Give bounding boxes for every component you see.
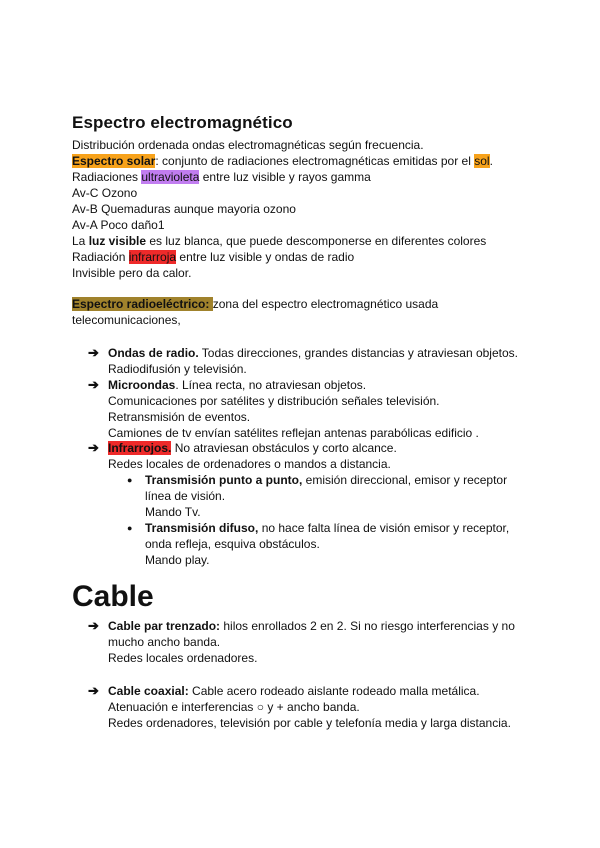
highlight-espectro-solar: Espectro solar (72, 154, 156, 168)
arrow-bullet-icon: ➔ (88, 377, 99, 392)
bold-luz-visible: luz visible (88, 234, 147, 248)
sublist-item-punto-a-punto (145, 472, 507, 488)
paragraph-line (72, 233, 486, 249)
item-line: Redes locales de ordenadores o mandos a distancia. (108, 457, 391, 471)
arrow-bullet-icon: ➔ (88, 345, 99, 360)
item-line: Mando play. (145, 553, 210, 567)
heading-cable: Cable (72, 580, 154, 613)
item-title: Transmisión punto a punto, (145, 473, 303, 487)
paragraph-line: telecomunicaciones, (72, 313, 181, 327)
item-line: onda refleja, esquiva obstáculos. (145, 537, 320, 551)
item-text: Todas direcciones, grandes distancias y atraviesan objetos. (198, 346, 518, 360)
item-text: Cable acero rodeado aislante rodeado malla metálica. (188, 684, 480, 698)
list-item-par-trenzado (108, 618, 515, 634)
sublist-item-difuso (145, 520, 509, 536)
item-text: emisión direccional, emisor y receptor (302, 473, 508, 487)
text: . (489, 154, 493, 168)
highlight-ultravioleta: ultravioleta (141, 170, 200, 184)
item-line: mucho ancho banda. (108, 635, 221, 649)
item-title: Microondas (108, 378, 176, 392)
paragraph-line: Av-C Ozono (72, 186, 138, 200)
item-text: No atraviesan obstáculos y corto alcance. (171, 441, 397, 455)
arrow-bullet-icon: ➔ (88, 440, 99, 455)
text: entre luz visible y ondas de radio (176, 250, 355, 264)
item-text: hilos enrollados 2 en 2. Si no riesgo interferencias y no (220, 619, 515, 633)
text: Radiación (72, 250, 129, 264)
paragraph-line: Av-B Quemaduras aunque mayoria ozono (72, 202, 296, 216)
item-title: Transmisión difuso, (145, 521, 259, 535)
item-line: Retransmisión de eventos. (108, 410, 251, 424)
text: entre luz visible y rayos gamma (199, 170, 371, 184)
item-text: no hace falta línea de visión emisor y receptor, (258, 521, 510, 535)
paragraph-line (72, 137, 424, 153)
list-item-infrarrojos (108, 440, 397, 456)
item-line: Radiodifusión y televisión. (108, 362, 247, 376)
dot-bullet-icon: ● (127, 475, 133, 485)
paragraph-line (72, 153, 493, 169)
list-item-microondas (108, 377, 366, 393)
paragraph-line (72, 169, 371, 185)
item-line: Atenuación e interferencias ○ y + ancho banda. (108, 700, 360, 714)
item-title: Ondas de radio. (108, 346, 199, 360)
paragraph-line (72, 296, 438, 312)
highlight-espectro-radioelectrico: Espectro radioeléctrico: (72, 297, 213, 311)
heading-espectro-electromagnetico: Espectro electromagnético (72, 113, 293, 132)
item-line: Redes locales ordenadores. (108, 651, 258, 665)
paragraph-line: Av-A Poco daño1 (72, 218, 165, 232)
item-line: Comunicaciones por satélites y distribución señales televisión. (108, 394, 440, 408)
list-item-ondas-de-radio (108, 345, 518, 361)
list-item-coaxial (108, 683, 480, 699)
text: Distribución ordenada ondas electromagnéticas según frecuencia. (72, 138, 424, 152)
text: : conjunto de radiaciones electromagnéticas emitidas por el (155, 154, 475, 168)
item-title: Cable par trenzado: (108, 619, 221, 633)
item-title: Cable coaxial: (108, 684, 189, 698)
item-title: Infrarrojos. (108, 441, 172, 455)
highlight-infrarroja: infrarroja (128, 250, 177, 264)
item-line: Redes ordenadores, televisión por cable y telefonía media y larga distancia. (108, 716, 511, 730)
arrow-bullet-icon: ➔ (88, 618, 99, 633)
text: zona del espectro electromagnético usada (212, 297, 439, 311)
text: es luz blanca, que puede descomponerse en diferentes colores (146, 234, 487, 248)
item-line: línea de visión. (145, 489, 226, 503)
item-text: . Línea recta, no atraviesan objetos. (175, 378, 367, 392)
item-line: Mando Tv. (145, 505, 201, 519)
paragraph-line (72, 249, 354, 265)
dot-bullet-icon: ● (127, 523, 133, 533)
item-line: Camiones de tv envían satélites reflejan antenas parabólicas edificio . (108, 426, 479, 440)
text: Radiaciones (72, 170, 142, 184)
highlight-sol: sol (474, 154, 490, 168)
arrow-bullet-icon: ➔ (88, 683, 99, 698)
text: La (72, 234, 89, 248)
paragraph-line: Invisible pero da calor. (72, 266, 192, 280)
